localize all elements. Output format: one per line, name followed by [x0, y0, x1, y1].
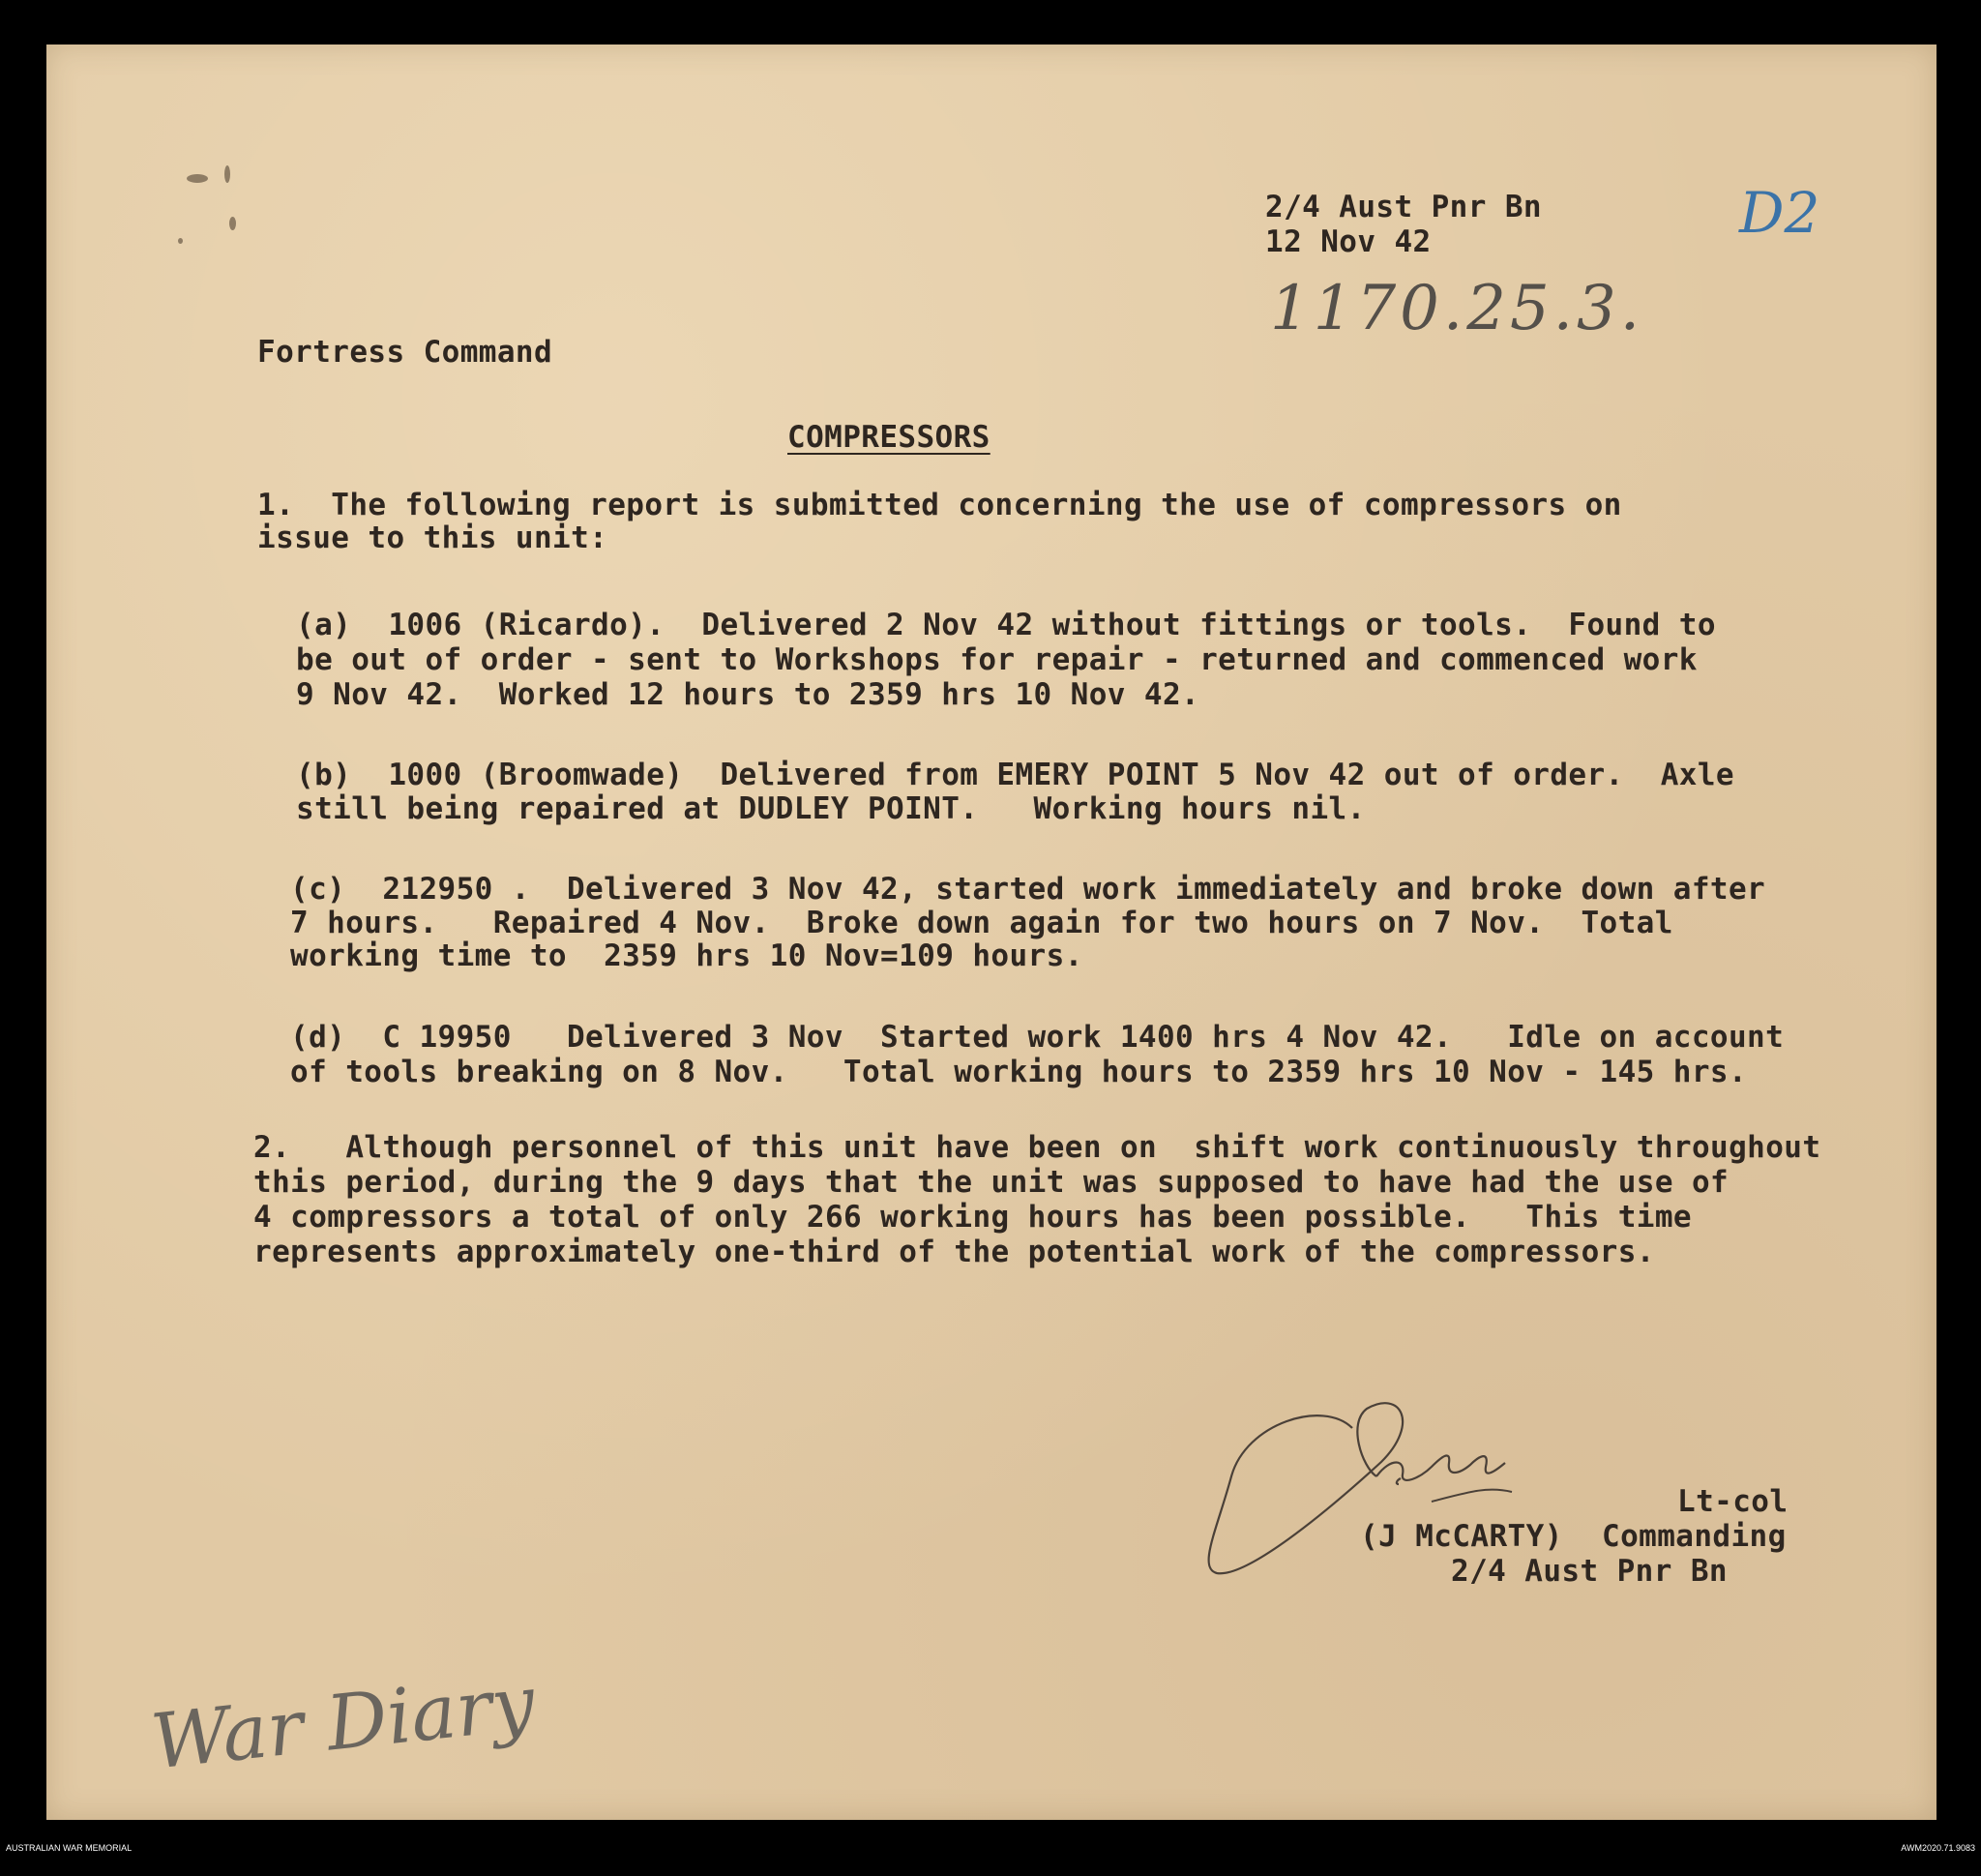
- item-a-line: 9 Nov 42. Worked 12 hours to 2359 hrs 10 Nov 42.: [296, 677, 1200, 712]
- item-d-line: of tools breaking on 8 Nov. Total working hours to 2359 hrs 10 Nov - 145 hrs.: [290, 1055, 1748, 1089]
- para1-line: issue to this unit:: [257, 521, 608, 555]
- punch-mark: [178, 238, 183, 244]
- handwritten-code: D2: [1739, 180, 1820, 246]
- signature-role: Commanding: [1602, 1519, 1787, 1554]
- item-c-line: (c) 212950 . Delivered 3 Nov 42, started work immediately and broke down after: [290, 872, 1766, 907]
- para2-line: this period, during the 9 days that the unit was supposed to have had the use of: [253, 1165, 1730, 1200]
- item-c-line: 7 hours. Repaired 4 Nov. Broke down again for two hours on 7 Nov. Total: [290, 906, 1673, 940]
- para2-line: represents approximately one-third of the potential work of the compressors.: [253, 1235, 1655, 1269]
- para1-line: 1. The following report is submitted concerning the use of compressors on: [257, 488, 1622, 522]
- signature-rank: Lt-col: [1677, 1484, 1789, 1519]
- item-d-line: (d) C 19950 Delivered 3 Nov Started work 1400 hrs 4 Nov 42. Idle on account: [290, 1020, 1785, 1055]
- item-c-line: working time to 2359 hrs 10 Nov=109 hours.: [290, 938, 1083, 973]
- item-a-line: (a) 1006 (Ricardo). Delivered 2 Nov 42 without fittings or tools. Found to: [296, 608, 1716, 642]
- punch-mark: [229, 217, 236, 230]
- item-b-line: still being repaired at DUDLEY POINT. Working hours nil.: [296, 791, 1366, 826]
- header-unit: 2/4 Aust Pnr Bn: [1265, 190, 1542, 224]
- signature-name: (J McCARTY): [1360, 1519, 1563, 1554]
- footer-accession: AWM2020.71.9083: [1901, 1843, 1975, 1853]
- item-b-line: (b) 1000 (Broomwade) Delivered from EMERY POINT 5 Nov 42 out of order. Axle: [296, 758, 1734, 792]
- document-page: [46, 45, 1937, 1820]
- addressee: Fortress Command: [257, 335, 553, 370]
- para2-line: 4 compressors a total of only 266 working hours has been possible. This time: [253, 1200, 1692, 1235]
- item-a-line: be out of order - sent to Workshops for repair - returned and commenced work: [296, 642, 1698, 677]
- header-date: 12 Nov 42: [1265, 224, 1432, 259]
- punch-mark: [187, 174, 208, 183]
- handwritten-war-diary: War Diary: [147, 1659, 539, 1787]
- document-title: COMPRESSORS: [787, 420, 990, 455]
- handwritten-file-number: 1170.25.3.: [1270, 273, 1644, 344]
- punch-mark: [224, 165, 230, 183]
- footer-source: AUSTRALIAN WAR MEMORIAL: [6, 1843, 133, 1853]
- signature-unit: 2/4 Aust Pnr Bn: [1451, 1554, 1728, 1589]
- para2-line: 2. Although personnel of this unit have been on shift work continuously throughout: [253, 1130, 1821, 1165]
